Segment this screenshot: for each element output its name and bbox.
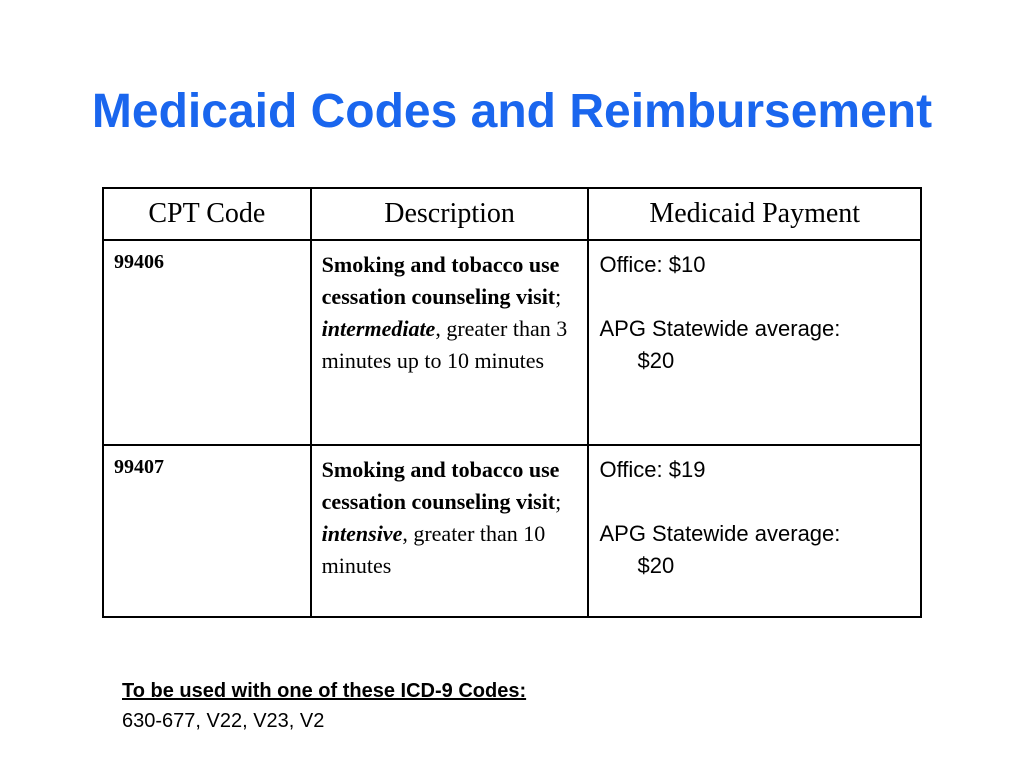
description-cell (311, 445, 589, 617)
table-row (103, 240, 921, 445)
slide-title: Medicaid Codes and Reimbursement (91, 85, 933, 138)
description-intensity: intensive (321, 521, 403, 546)
header-medicaid-payment: Medicaid Payment (588, 188, 921, 240)
table-header-row (103, 188, 921, 240)
apg-label: APG Statewide average: (599, 316, 841, 341)
icd9-heading: To be used with one of these ICD-9 Codes: (122, 680, 527, 702)
payment-spacer (599, 281, 910, 313)
description-intensity: intermediate (321, 316, 436, 341)
payment-spacer (599, 486, 910, 518)
table-row (103, 445, 921, 617)
description-bold-text: Smoking and tobacco use cessation counseling visit (321, 252, 560, 309)
payment-cell (588, 240, 921, 445)
office-payment: Office: $10 (599, 252, 706, 277)
description-duration: , greater than 10 minutes (321, 521, 546, 578)
description-cell (311, 240, 589, 445)
payment-cell (588, 445, 921, 617)
office-payment: Office: $19 (599, 457, 706, 482)
cpt-codes-table (102, 187, 922, 618)
cpt-code-cell: 99406 (103, 240, 311, 445)
description-duration: , greater than 3 minutes up to 10 minutes (321, 316, 568, 373)
description-separator: ; (555, 284, 562, 309)
apg-value: $20 (637, 553, 675, 578)
cpt-code-cell: 99407 (103, 445, 311, 617)
icd9-codes: 630-677, V22, V23, V2 (122, 710, 325, 732)
header-cpt-code: CPT Code (103, 188, 311, 240)
apg-label: APG Statewide average: (599, 521, 841, 546)
icd9-note (122, 676, 526, 736)
header-description: Description (311, 188, 589, 240)
apg-value: $20 (637, 348, 675, 373)
description-bold-text: Smoking and tobacco use cessation counseling visit (321, 457, 560, 514)
description-separator: ; (555, 489, 562, 514)
